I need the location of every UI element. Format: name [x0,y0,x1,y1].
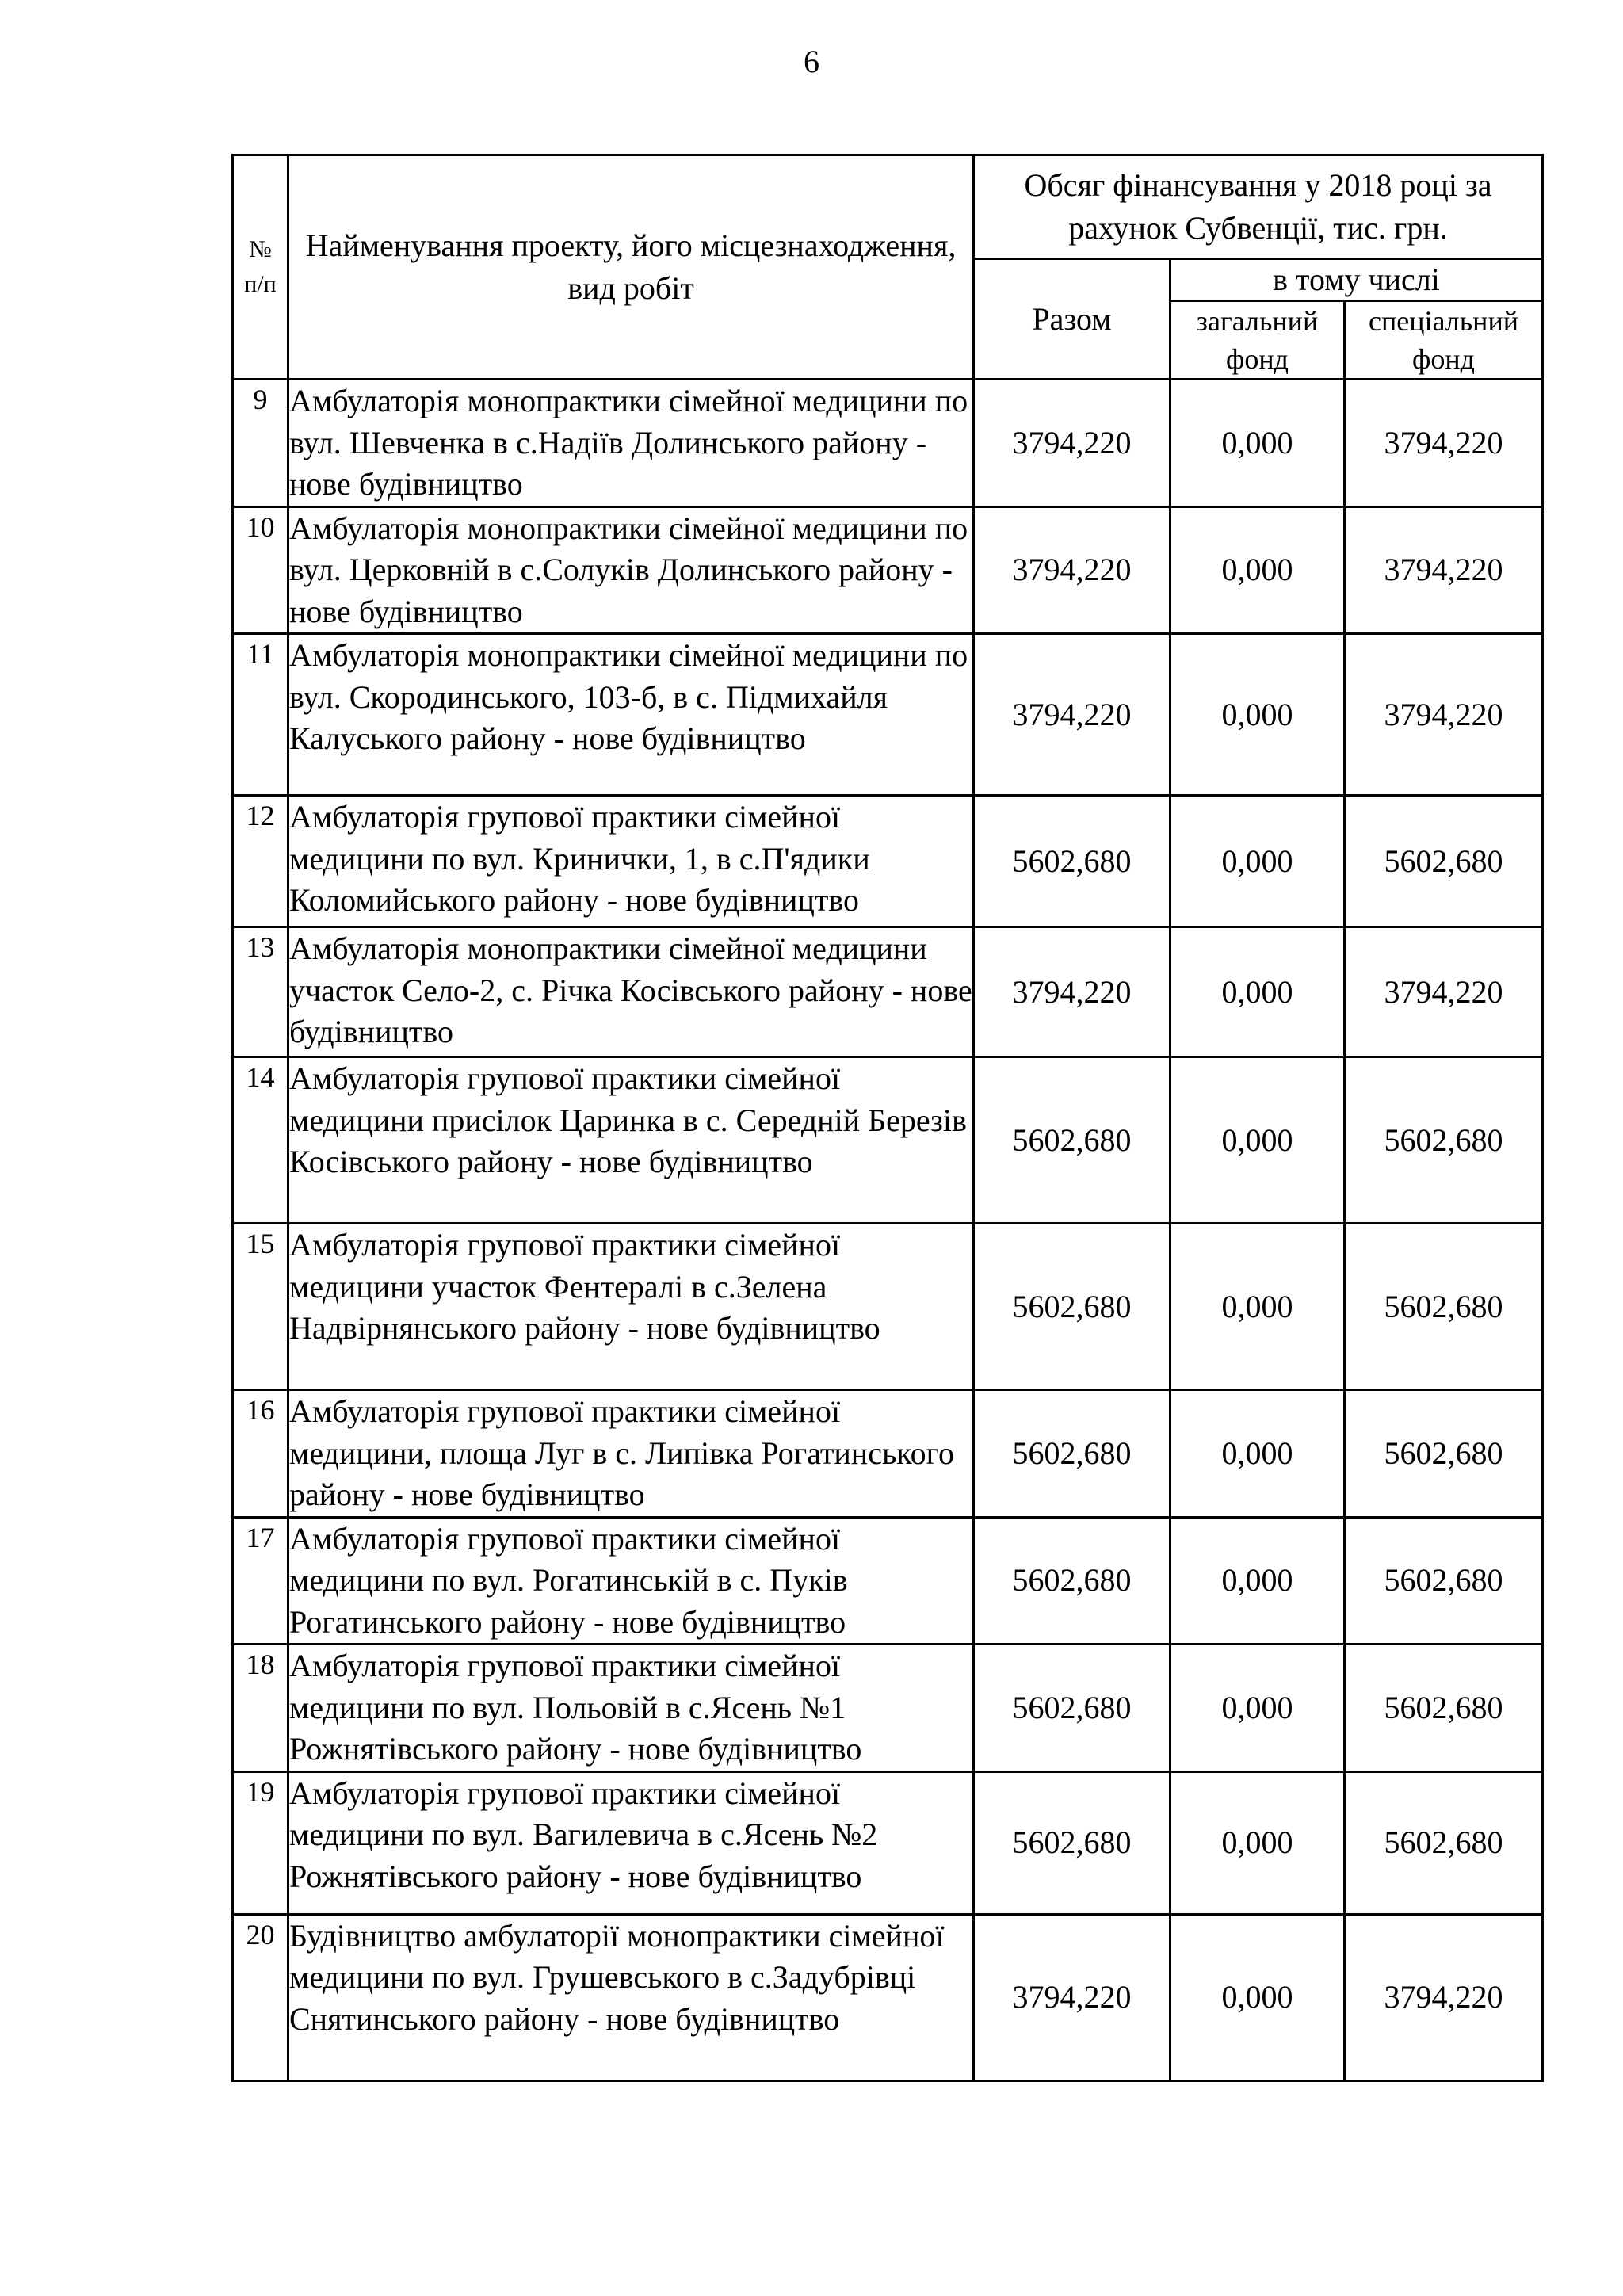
header-project-name: Найменування проекту, його місцезнаходження, вид робіт [288,155,974,380]
table-row [233,1224,1543,1390]
project-name: Амбулаторія групової практики сімейної медицини, площа Луг в с. Липівка Рогатинського району - нове будівництво [288,1390,974,1518]
special-fund-value: 3794,220 [1345,927,1543,1057]
table-row [233,380,1543,507]
header-general-fund: загальний фонд [1170,301,1345,380]
special-fund-value: 5602,680 [1345,1517,1543,1645]
project-name: Амбулаторія групової практики сімейної медицини по вул. Польовій в с.Ясень №1 Рожнятівського району - нове будівництво [288,1645,974,1772]
header-total: Разом [974,259,1170,380]
project-name: Амбулаторія групової практики сімейної медицини участок Фентералі в с.Зелена Надвірнянського району - нове будівництво [288,1224,974,1390]
special-fund-value: 5602,680 [1345,1224,1543,1390]
row-number: 9 [233,380,288,507]
special-fund-value: 3794,220 [1345,380,1543,507]
general-fund-value: 0,000 [1170,1645,1345,1772]
table-row [233,927,1543,1057]
general-fund-value: 0,000 [1170,1914,1345,2080]
total-value: 3794,220 [974,1914,1170,2080]
table-row [233,1390,1543,1518]
row-number: 18 [233,1645,288,1772]
row-number: 19 [233,1771,288,1914]
general-fund-value: 0,000 [1170,927,1345,1057]
special-fund-value: 5602,680 [1345,1390,1543,1518]
table-row [233,1914,1543,2080]
financing-table [231,154,1544,2082]
total-value: 5602,680 [974,1517,1170,1645]
table-row [233,506,1543,634]
total-value: 3794,220 [974,634,1170,796]
total-value: 5602,680 [974,1224,1170,1390]
general-fund-value: 0,000 [1170,1224,1345,1390]
general-fund-value: 0,000 [1170,1517,1345,1645]
table-row [233,1517,1543,1645]
table-row [233,1771,1543,1914]
header-number [233,155,288,380]
project-name: Будівництво амбулаторії монопрактики сімейної медицини по вул. Грушевського в с.Задубрівці Снятинського району - нове будівництво [288,1914,974,2080]
total-value: 3794,220 [974,380,1170,507]
general-fund-value: 0,000 [1170,506,1345,634]
table-row [233,1057,1543,1224]
header-number-symbol: № [249,236,272,262]
total-value: 5602,680 [974,1771,1170,1914]
special-fund-value: 3794,220 [1345,1914,1543,2080]
row-number: 17 [233,1517,288,1645]
header-number-abbrev: п/п [244,271,277,297]
general-fund-value: 0,000 [1170,796,1345,927]
total-value: 5602,680 [974,1390,1170,1518]
table-row [233,634,1543,796]
total-value: 5602,680 [974,796,1170,927]
row-number: 12 [233,796,288,927]
table-row [233,796,1543,927]
total-value: 5602,680 [974,1645,1170,1772]
row-number: 20 [233,1914,288,2080]
project-name: Амбулаторія монопрактики сімейної медицини по вул. Шевченка в с.Надіїв Долинського району - нове будівництво [288,380,974,507]
header-financing: Обсяг фінансування у 2018 році за рахунок Субвенції, тис. грн. [974,155,1543,259]
total-value: 5602,680 [974,1057,1170,1224]
project-name: Амбулаторія монопрактики сімейної медицини по вул. Скородинського, 103-б, в с. Підмихайля Калуського району - нове будівництво [288,634,974,796]
row-number: 10 [233,506,288,634]
table-header [233,155,1543,380]
header-special-fund: спеціальний фонд [1345,301,1543,380]
general-fund-value: 0,000 [1170,1390,1345,1518]
header-including: в тому числі [1170,259,1543,301]
special-fund-value: 5602,680 [1345,796,1543,927]
table-body [233,380,1543,2081]
general-fund-value: 0,000 [1170,1771,1345,1914]
row-number: 14 [233,1057,288,1224]
row-number: 16 [233,1390,288,1518]
project-name: Амбулаторія групової практики сімейної медицини по вул. Кринички, 1, в с.П'ядики Коломийського району - нове будівництво [288,796,974,927]
page-number: 6 [804,44,819,79]
table-row [233,1645,1543,1772]
special-fund-value: 3794,220 [1345,634,1543,796]
general-fund-value: 0,000 [1170,634,1345,796]
row-number: 13 [233,927,288,1057]
total-value: 3794,220 [974,927,1170,1057]
general-fund-value: 0,000 [1170,1057,1345,1224]
project-name: Амбулаторія групової практики сімейної медицини по вул. Рогатинській в с. Пуків Рогатинського району - нове будівництво [288,1517,974,1645]
project-name: Амбулаторія групової практики сімейної медицини по вул. Вагилевича в с.Ясень №2 Рожнятівського району - нове будівництво [288,1771,974,1914]
special-fund-value: 5602,680 [1345,1057,1543,1224]
project-name: Амбулаторія монопрактики сімейної медицини по вул. Церковній в с.Солуків Долинського району - нове будівництво [288,506,974,634]
project-name: Амбулаторія групової практики сімейної медицини присілок Царинка в с. Середній Березів Косівського району - нове будівництво [288,1057,974,1224]
special-fund-value: 5602,680 [1345,1645,1543,1772]
total-value: 3794,220 [974,506,1170,634]
project-name: Амбулаторія монопрактики сімейної медицини участок Село-2, с. Річка Косівського району - нове будівництво [288,927,974,1057]
general-fund-value: 0,000 [1170,380,1345,507]
row-number: 11 [233,634,288,796]
special-fund-value: 3794,220 [1345,506,1543,634]
special-fund-value: 5602,680 [1345,1771,1543,1914]
row-number: 15 [233,1224,288,1390]
